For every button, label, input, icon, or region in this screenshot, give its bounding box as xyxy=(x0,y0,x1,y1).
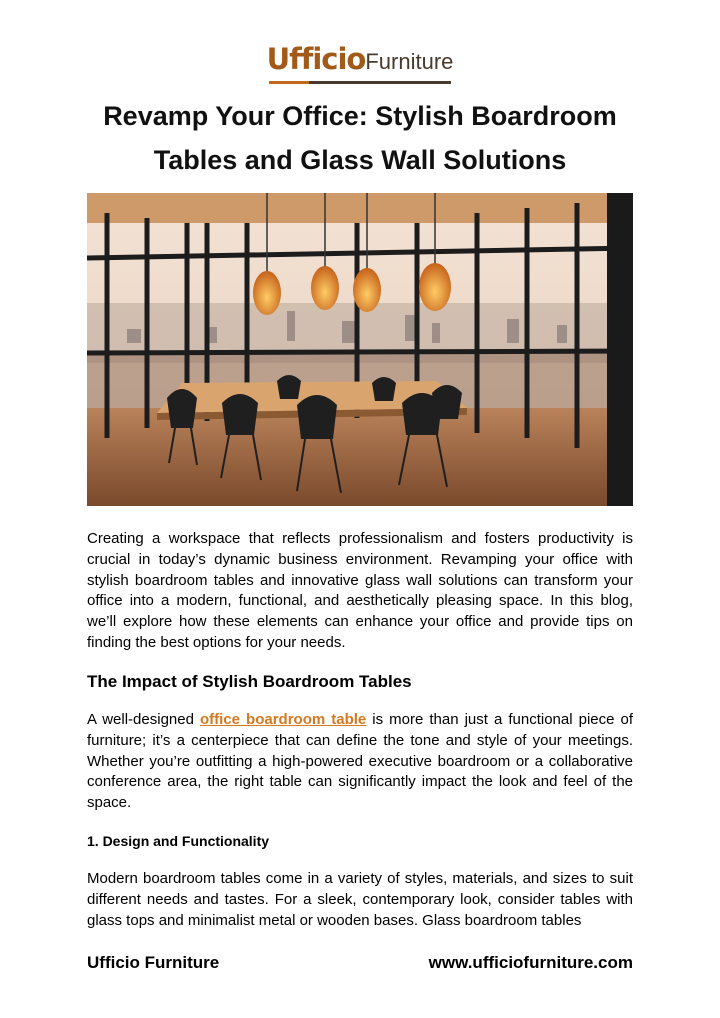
section-heading-boardroom-tables: The Impact of Stylish Boardroom Tables xyxy=(87,672,412,691)
brand-logo xyxy=(0,42,720,86)
office-boardroom-table-link[interactable]: office boardroom table xyxy=(199,711,367,728)
intro-paragraph: Creating a workspace that reflects professionalism and fosters productivity is crucial in today’s dynamic business environment. Revamping your office with stylish boardroom tables and innovative glass wall solutions can transform your office into a modern, functional, and aesthetically pleasing space. In this blog, we’ll explore how these elements can enhance your office and provide tips on finding the best options for your needs. xyxy=(87,530,633,651)
subsection-heading-design: 1. Design and Functionality xyxy=(87,833,270,849)
footer-company-name: Ufficio Furniture xyxy=(87,953,220,972)
boardroom-tables-paragraph xyxy=(87,710,633,814)
page-title: Revamp Your Office: Stylish Boardroom Tables and Glass Wall Solutions xyxy=(103,101,617,175)
boardroom-photo xyxy=(87,193,633,506)
logo-underline xyxy=(269,81,452,84)
design-paragraph: Modern boardroom tables come in a variety of styles, materials, and sizes to suit different needs and tastes. For a sleek, contemporary look, consider tables with glass tops and minimalist metal or wooden bases. Glass boardroom tables xyxy=(87,870,633,929)
footer-website: www.ufficiofurniture.com xyxy=(428,953,633,972)
page-footer xyxy=(87,953,633,973)
paragraph-text-after-link: is more than just a functional piece of furniture; it’s a centerpiece that can define the tone and style of your meetings. Whether you’re outfitting a high-powered executive boardroom or a collaborative conference area, the right table can significantly impact the look and feel of the space. xyxy=(87,711,634,812)
paragraph-text-before-link: A well-designed xyxy=(87,711,200,728)
logo-wordmark-furniture: Furniture xyxy=(365,49,454,74)
logo-wordmark-ufficio: Ufficio xyxy=(266,42,366,76)
